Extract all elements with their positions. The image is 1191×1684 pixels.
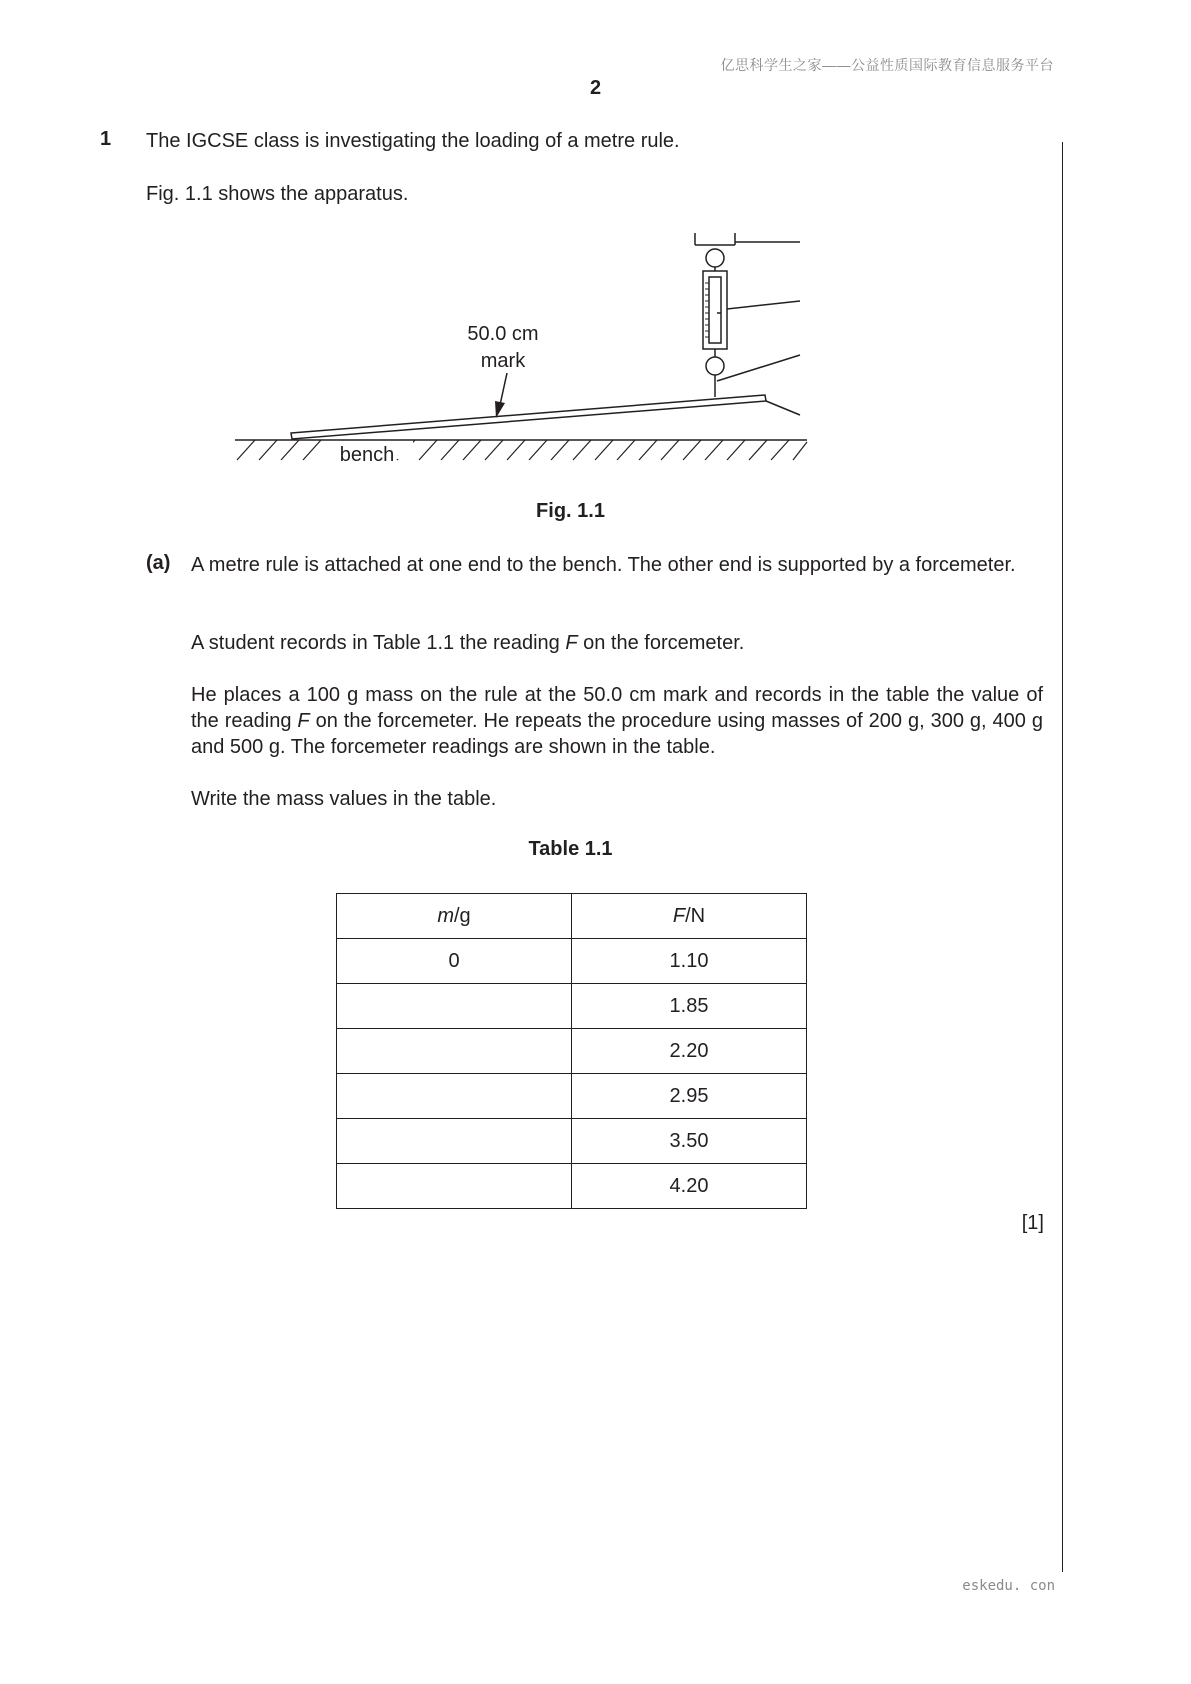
force-cell: 1.10 xyxy=(572,939,807,984)
table-row xyxy=(337,939,807,984)
mark-arrow xyxy=(495,373,507,418)
mass-cell[interactable] xyxy=(337,984,572,1029)
results-table xyxy=(336,893,807,1209)
table-row xyxy=(337,1074,807,1119)
header-force-unit: /N xyxy=(685,904,706,927)
marks-allocation: [1] xyxy=(1021,1212,1044,1234)
header-mass-unit: /g xyxy=(453,904,471,927)
part-a-label: (a) xyxy=(146,552,171,574)
question-intro: The IGCSE class is investigating the loading of a metre rule. xyxy=(146,130,680,152)
table-row xyxy=(337,1164,807,1209)
question-number: 1 xyxy=(100,128,112,150)
para3-text-a: He places a 100 g mass on the rule at the 50.0 cm mark and records in the table the value of the reading xyxy=(191,684,1043,732)
part-a-paragraph-2 xyxy=(191,630,1043,656)
leader-forcemeter xyxy=(727,301,800,309)
apparatus-figure xyxy=(225,225,825,475)
mass-cell[interactable] xyxy=(337,1029,572,1074)
mark-label-line2: mark xyxy=(480,350,526,372)
top-ring xyxy=(706,249,724,267)
mark-label-line1: 50.0 cm xyxy=(467,323,539,345)
part-a-paragraph-4: Write the mass values in the table. xyxy=(191,788,497,810)
leader-rule xyxy=(766,401,800,415)
bottom-ring xyxy=(706,357,724,375)
mass-cell[interactable]: 0 xyxy=(337,939,572,984)
mass-cell[interactable] xyxy=(337,1119,572,1164)
metre-rule xyxy=(291,395,766,439)
leader-hook xyxy=(717,355,800,381)
forcemeter-scale xyxy=(709,277,721,343)
para2-text-before: A student records in Table 1.1 the reading xyxy=(191,632,566,654)
force-cell: 1.85 xyxy=(572,984,807,1029)
header-force-var: F xyxy=(672,904,686,927)
figure-caption: Fig. 1.1 xyxy=(536,500,605,522)
mass-cell[interactable] xyxy=(337,1074,572,1119)
force-cell: 2.95 xyxy=(572,1074,807,1119)
watermark-top: 亿思科学生之家——公益性质国际教育信息服务平台 xyxy=(720,57,1054,73)
part-a-paragraph-3 xyxy=(191,682,1043,760)
para3-variable: F xyxy=(297,710,310,732)
part-a-paragraph-1: A metre rule is attached at one end to the bench. The other end is supported by a forcemeter. xyxy=(191,554,1016,576)
table-header-row xyxy=(337,894,807,939)
force-cell: 2.20 xyxy=(572,1029,807,1074)
table-row xyxy=(337,1119,807,1164)
force-cell: 3.50 xyxy=(572,1119,807,1164)
force-cell: 4.20 xyxy=(572,1164,807,1209)
para2-variable: F xyxy=(565,632,578,654)
header-force xyxy=(572,894,807,939)
page-number: 2 xyxy=(589,77,602,99)
para2-text-after: on the forcemeter. xyxy=(577,632,745,654)
table-row xyxy=(337,1029,807,1074)
figure-intro: Fig. 1.1 shows the apparatus. xyxy=(146,183,409,205)
mass-cell[interactable] xyxy=(337,1164,572,1209)
table-caption: Table 1.1 xyxy=(528,838,613,860)
bench-label: bench xyxy=(339,444,395,466)
table-row xyxy=(337,984,807,1029)
watermark-bottom: eskedu. con xyxy=(962,1578,1055,1594)
header-mass-var: m xyxy=(437,904,454,927)
header-mass xyxy=(337,894,572,939)
para3-text-b: on the forcemeter. He repeats the procedure using masses of 200 g, 300 g, 400 g and 500 g. The forcemeter readings are shown in the table. xyxy=(191,710,1043,758)
